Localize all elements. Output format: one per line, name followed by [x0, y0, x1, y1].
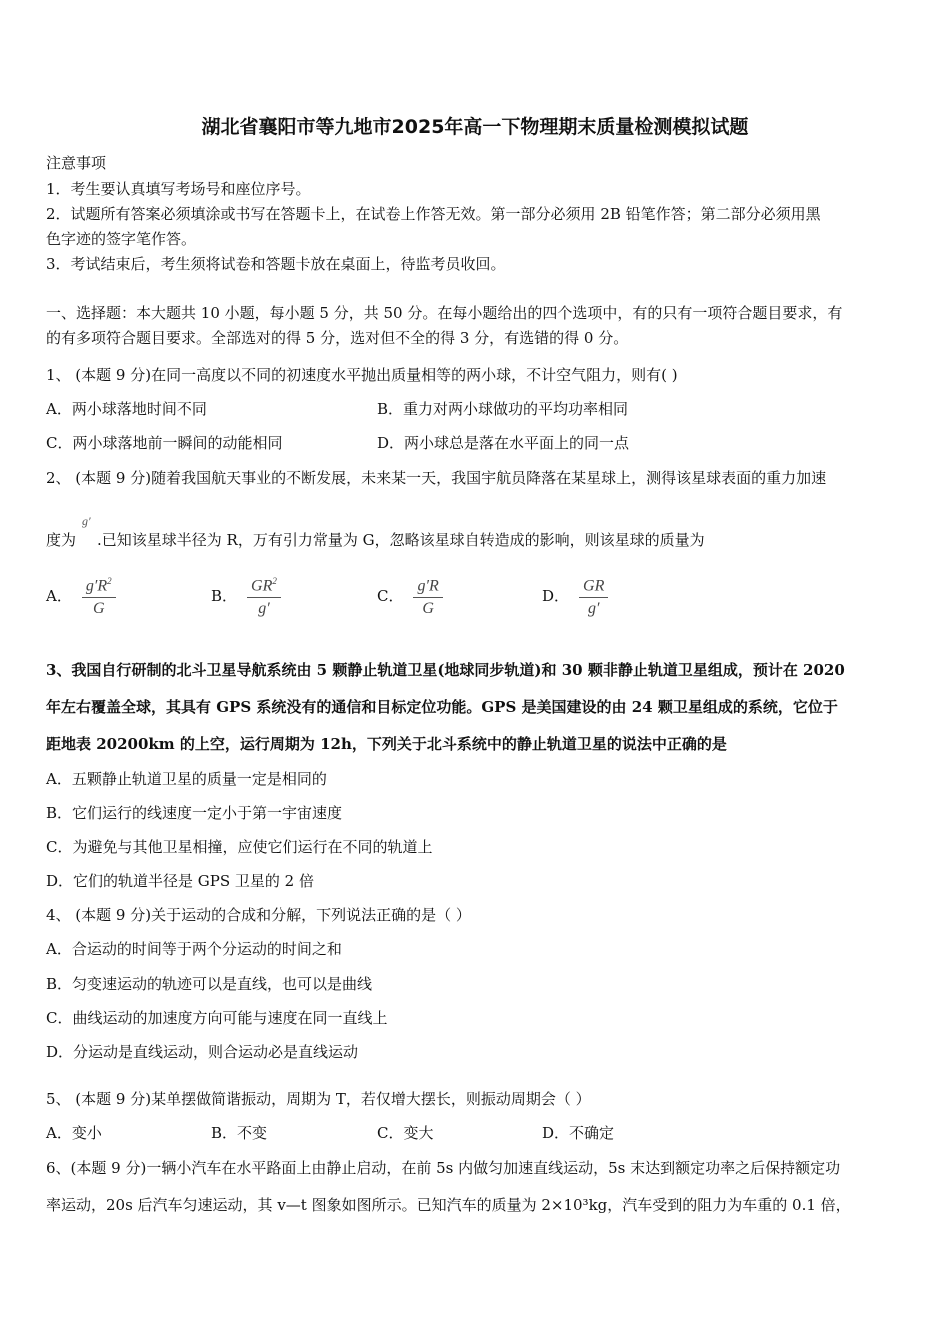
- question-3-stem: 年左右覆盖全球，其具有 GPS 系统没有的通信和目标定位功能。GPS 是美国建设的由 24 颗卫星组成的系统，它位于: [46, 698, 838, 716]
- page-title: 湖北省襄阳市等九地市2025年高一下物理期末质量检测模拟试题: [201, 116, 749, 138]
- section-instructions: 的有多项符合题目要求。全部选对的得 5 分，选对但不全的得 3 分，有选错的得 0 分。: [46, 329, 629, 347]
- q5-option-a: A．变小: [46, 1124, 102, 1142]
- q3-option-c: C．为避免与其他卫星相撞，应使它们运行在不同的轨道上: [46, 838, 433, 856]
- numerator: g′R: [417, 577, 439, 595]
- q5-option-d: D．不确定: [542, 1124, 615, 1142]
- numerator: g′R: [85, 577, 108, 595]
- numerator: GR: [251, 577, 273, 595]
- option-label: A．: [46, 587, 72, 606]
- question-1-stem: 1、 (本题 9 分)在同一高度以不同的初速度水平抛出质量相等的两小球，不计空气阻力，则有( ): [46, 366, 678, 384]
- q4-option-c: C．曲线运动的加速度方向可能与速度在同一直线上: [46, 1009, 388, 1027]
- question-2-stem-suffix: .已知该星球半径为 R，万有引力常量为 G，忽略该星球自转造成的影响，则该星球的质量为: [97, 531, 705, 549]
- q2-option-d: [542, 576, 608, 618]
- denominator: G: [92, 600, 105, 618]
- notice-item: 3．考试结束后，考生须将试卷和答题卡放在桌面上，待监考员收回。: [46, 255, 506, 273]
- q1-option-a: A．两小球落地时间不同: [46, 400, 207, 418]
- notice-item: 2．试题所有答案必须填涂或书写在答题卡上，在试卷上作答无效。第一部分必须用 2B 铅笔作答；第二部分必须用黑: [46, 205, 821, 223]
- question-3-stem: 3、我国自行研制的北斗卫星导航系统由 5 颗静止轨道卫星(地球同步轨道)和 30 颗非静止轨道卫星组成，预计在 2020: [46, 661, 845, 679]
- question-4-stem: 4、 (本题 9 分)关于运动的合成和分解，下列说法正确的是（ ）: [46, 906, 471, 924]
- q1-option-d: D．两小球总是落在水平面上的同一点: [377, 434, 630, 452]
- q5-option-c: C．变大: [377, 1124, 434, 1142]
- option-label: C．: [377, 587, 404, 606]
- denominator: g′: [258, 600, 270, 618]
- question-2-stem-prefix: 度为: [46, 531, 77, 549]
- section-instructions: 一、选择题：本大题共 10 小题，每小题 5 分，共 50 分。在每小题给出的四个选项中，有的只有一项符合题目要求，有: [46, 304, 843, 322]
- numerator: GR: [583, 577, 605, 595]
- formula-fraction: [82, 576, 116, 618]
- option-label: B．: [211, 587, 238, 606]
- question-6-stem: 率运动，20s 后汽车匀速运动，其 v—t 图象如图所示。已知汽车的质量为 2×10³kg，汽车受到的阻力为车重的 0.1 倍，: [46, 1196, 851, 1214]
- question-2-stem: 2、 (本题 9 分)随着我国航天事业的不断发展，未来某一天，我国宇航员降落在某星球上，测得该星球表面的重力加速: [46, 469, 827, 487]
- exponent: 2: [107, 576, 112, 586]
- formula-fraction: [247, 576, 281, 618]
- question-3-stem: 距地表 20200km 的上空，运行周期为 12h，下列关于北斗系统中的静止轨道卫星的说法中正确的是: [46, 735, 727, 753]
- q2-option-c: [377, 576, 443, 618]
- notice-heading: 注意事项: [46, 154, 107, 172]
- option-label: D．: [542, 587, 570, 606]
- q4-option-b: B．匀变速运动的轨迹可以是直线，也可以是曲线: [46, 975, 373, 993]
- q3-option-d: D．它们的轨道半径是 GPS 卫星的 2 倍: [46, 872, 314, 890]
- q4-option-a: A．合运动的时间等于两个分运动的时间之和: [46, 940, 342, 958]
- g-prime-symbol: g′: [82, 514, 91, 528]
- question-6-stem: 6、(本题 9 分)一辆小汽车在水平路面上由静止启动，在前 5s 内做匀加速直线运动，5s 末达到额定功率之后保持额定功: [46, 1159, 841, 1177]
- formula-fraction: [579, 576, 608, 618]
- notice-item: 色字迹的签字笔作答。: [46, 230, 197, 248]
- q2-option-b: [211, 576, 281, 618]
- q1-option-b: B．重力对两小球做功的平均功率相同: [377, 400, 629, 418]
- q3-option-b: B．它们运行的线速度一定小于第一宇宙速度: [46, 804, 343, 822]
- exponent: 2: [272, 576, 277, 586]
- q4-option-d: D．分运动是直线运动，则合运动必是直线运动: [46, 1043, 359, 1061]
- q5-option-b: B．不变: [211, 1124, 268, 1142]
- formula-fraction: [413, 576, 442, 618]
- notice-item: 1．考生要认真填写考场号和座位序号。: [46, 180, 311, 198]
- q3-option-a: A．五颗静止轨道卫星的质量一定是相同的: [46, 770, 327, 788]
- denominator: g′: [587, 600, 600, 618]
- question-5-stem: 5、 (本题 9 分)某单摆做简谐振动，周期为 T，若仅增大摆长，则振动周期会（ ）: [46, 1090, 591, 1108]
- q1-option-c: C．两小球落地前一瞬间的动能相同: [46, 434, 283, 452]
- denominator: G: [422, 600, 434, 618]
- q2-option-a: [46, 576, 116, 618]
